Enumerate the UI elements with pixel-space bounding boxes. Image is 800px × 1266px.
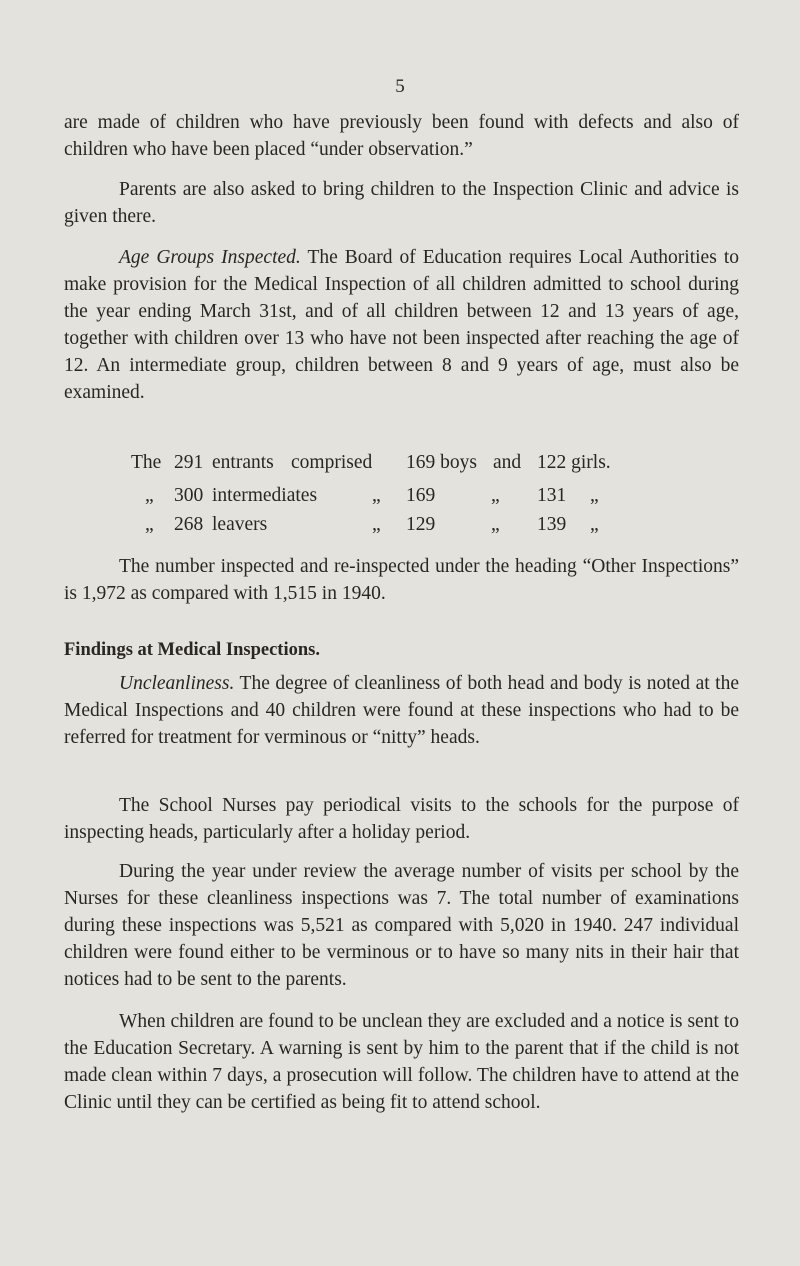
row-and: „ <box>491 485 500 506</box>
paragraph-age-groups <box>64 244 739 406</box>
paragraph-age-groups-text <box>64 244 739 406</box>
row-ditto: „ <box>145 485 154 506</box>
paragraph-nurses-text: The School Nurses pay periodical visits to the schools for the purpose of inspecting heads, particularly after a holiday period. <box>64 795 739 843</box>
paragraph-during-text: During the year under review the average number of visits per school by the Nurses for these cleanliness inspections was 7. The total number of examinations during these inspections was 5,521 as compared with 5,020 in 1940. 247 individual children were found either to be verminous or to have so many nits in their hair that notices had to be sent to the parents. <box>64 861 739 990</box>
row-boys: 169 boys <box>406 452 477 473</box>
uncleanliness-title: Uncleanliness. <box>119 673 235 694</box>
paragraph-uncleanliness <box>64 670 739 751</box>
page-number: 5 <box>395 76 405 97</box>
paragraph-intro <box>64 109 739 163</box>
row-count: 291 <box>174 452 204 473</box>
row-ditto: „ <box>145 514 154 535</box>
paragraph-nurses <box>64 792 739 846</box>
row-label: entrants <box>212 452 274 473</box>
section-heading-text: Findings at Medical Inspections. <box>64 640 320 660</box>
row-count: 300 <box>174 485 204 506</box>
row-label: leavers <box>212 514 268 535</box>
row-and: „ <box>491 514 500 535</box>
age-groups-body: The Board of Education requires Local Authorities to make provision for the Medical Inspection of all children admitted to school during the year ending March 31st, and of all children between 12 and 13 years of age, together with children over 13 who have not been inspected after reaching the age of 12. An intermediate group, children between 8 and 9 years of age, must also be examined. <box>64 247 739 403</box>
paragraph-other-inspections-text: The number inspected and re-inspected under the heading “Other Inspections” is 1,972 as compared with 1,515 in 1940. <box>64 556 739 604</box>
row-girls: 131 <box>537 485 567 506</box>
section-heading <box>64 637 739 664</box>
paragraph-other-inspections <box>64 553 739 607</box>
row-end: „ <box>590 514 599 535</box>
row-verb: comprised <box>291 452 373 473</box>
paragraph-intro-text: are made of children who have previously been found with defects and also of children who have been placed “under observation.” <box>64 112 739 160</box>
paragraph-unclean <box>64 1008 739 1116</box>
row-boys: 129 <box>406 514 436 535</box>
paragraph-parents <box>64 176 739 230</box>
row-and: and <box>493 452 522 473</box>
paragraph-uncleanliness-text <box>64 670 739 751</box>
row-girls: 122 girls. <box>537 452 611 473</box>
row-boys: 169 <box>406 485 436 506</box>
row-verb: „ <box>372 514 381 535</box>
age-groups-title: Age Groups Inspected. <box>119 247 301 268</box>
row-end: „ <box>590 485 599 506</box>
uncleanliness-body: The degree of cleanliness of both head and body is noted at the Medical Inspections and 40 children were found at these inspections who had to be referred for treatment for verminous or “nitty” heads. <box>64 673 739 748</box>
row-label: intermediates <box>212 485 318 506</box>
row-ditto: The <box>131 452 162 473</box>
row-girls: 139 <box>537 514 567 535</box>
paragraph-parents-text: Parents are also asked to bring children to the Inspection Clinic and advice is given there. <box>64 179 739 227</box>
row-verb: „ <box>372 485 381 506</box>
paragraph-during <box>64 858 739 993</box>
row-count: 268 <box>174 514 204 535</box>
paragraph-unclean-text: When children are found to be unclean they are excluded and a notice is sent to the Education Secretary. A warning is sent by him to the parent that if the child is not made clean within 7 days, a prosecution will follow. The children have to attend at the Clinic until they can be certified as being fit to attend school. <box>64 1011 739 1113</box>
